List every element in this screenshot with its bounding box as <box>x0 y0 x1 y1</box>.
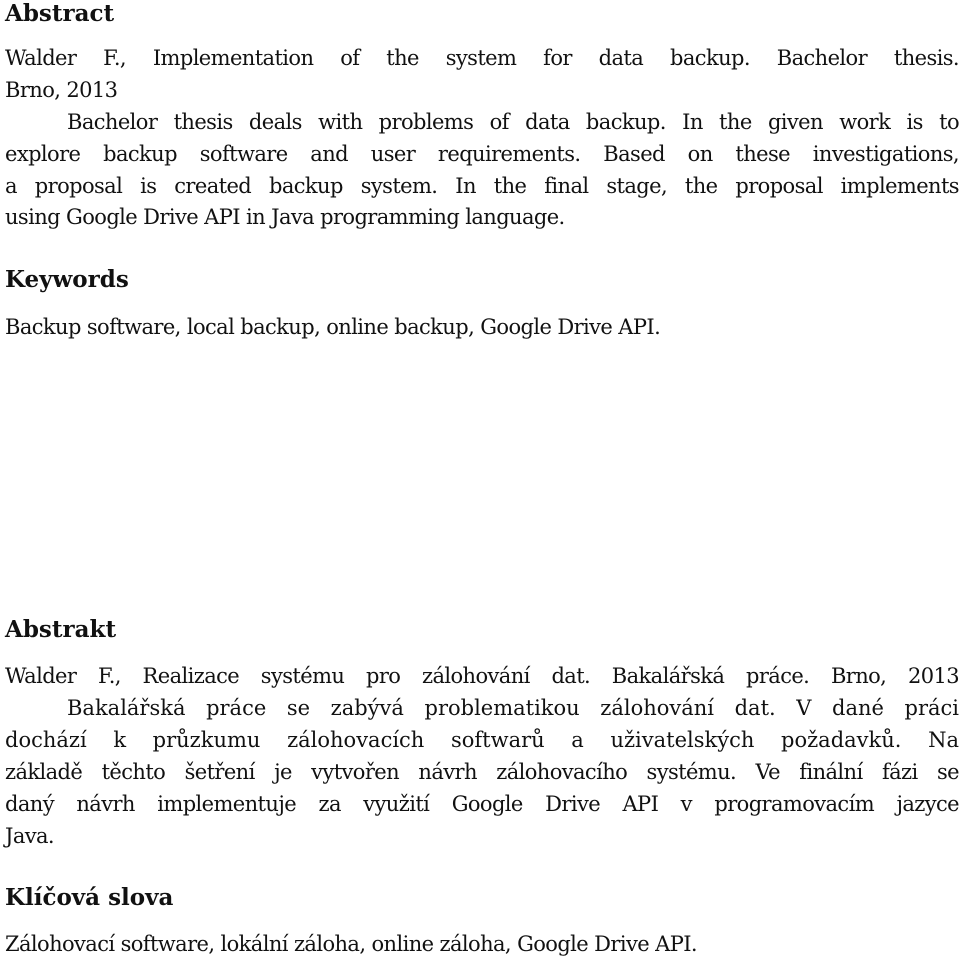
keywords-heading: Keywords <box>5 266 129 293</box>
abstract-body-line: using Google Drive API in Java programming language. <box>5 205 565 229</box>
abstract-citation-line: Walder F., Implementation of the system for data backup. Bachelor thesis. <box>5 46 959 70</box>
abstrakt-citation-line: Walder F., Realizace systému pro zálohování dat. Bakalářská práce. Brno, 2013 <box>5 664 959 688</box>
klicova-slova-heading: Klíčová slova <box>5 884 174 911</box>
klicova-slova-text: Zálohovací software, lokální záloha, online záloha, Google Drive API. <box>5 932 698 956</box>
abstract-body-line: explore backup software and user requirements. Based on these investigations, <box>5 142 959 166</box>
keywords-text: Backup software, local backup, online backup, Google Drive API. <box>5 315 661 339</box>
abstract-citation-line: Brno, 2013 <box>5 78 118 102</box>
abstrakt-body-line: daný návrh implementuje za využití Google Drive API v programovacím jazyce <box>5 792 959 816</box>
abstrakt-body-line: Java. <box>5 824 54 848</box>
abstrakt-body-line: Bakalářská práce se zabývá problematikou zálohování dat. V dané práci <box>67 696 959 720</box>
abstrakt-body-line: základě těchto šetření je vytvořen návrh zálohovacího systému. Ve finální fázi se <box>5 760 959 784</box>
abstract-body-line: a proposal is created backup system. In the final stage, the proposal implements <box>5 174 959 198</box>
abstract-heading: Abstract <box>5 0 115 27</box>
abstract-body-line: Bachelor thesis deals with problems of data backup. In the given work is to <box>67 110 959 134</box>
abstrakt-body-line: dochází k průzkumu zálohovacích softwarů a uživatelských požadavků. Na <box>5 728 959 752</box>
document-page <box>5 0 959 960</box>
abstrakt-heading: Abstrakt <box>5 616 117 643</box>
